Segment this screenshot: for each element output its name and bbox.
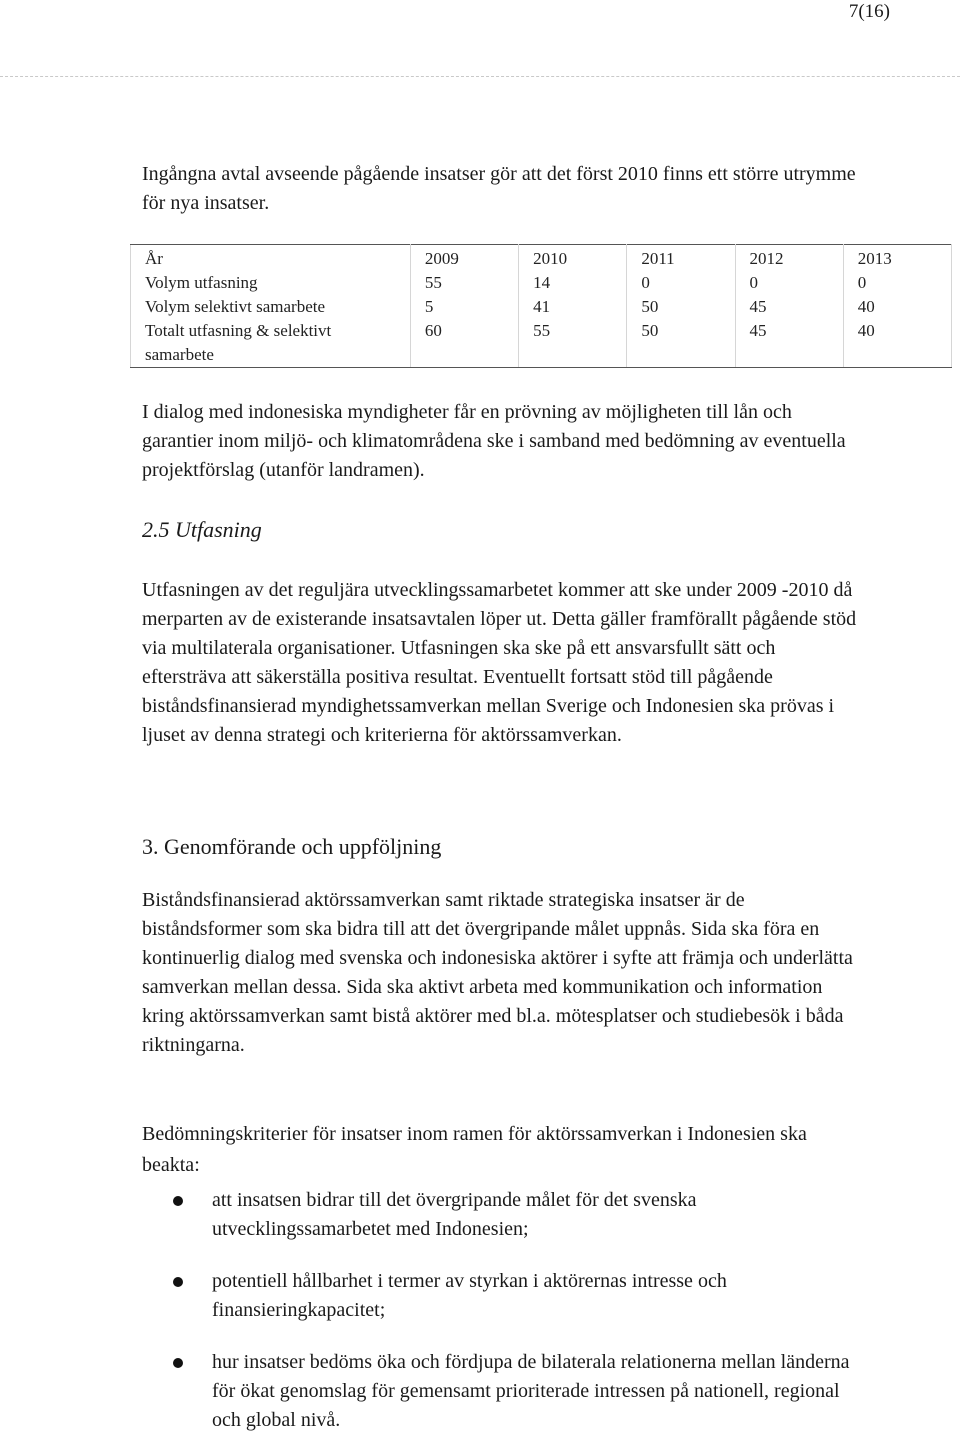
table-cell: 14 <box>519 271 627 295</box>
bullet-icon <box>173 1277 183 1287</box>
table-header-cell: 2011 <box>627 245 735 272</box>
list-item <box>142 1348 862 1435</box>
table-cell: 45 <box>735 295 843 319</box>
list-item-text: potentiell hållbarhet i termer av styrkan i aktörernas intresse och finansieringkapacitet; <box>212 1270 727 1321</box>
table-cell: 40 <box>843 319 951 368</box>
utfasning-paragraph: Utfasningen av det reguljära utvecklingssamarbetet kommer att ske under 2009 -2010 då merparten av de existerande insatsavtalen löper ut. Detta gäller framförallt pågående stöd via multilaterala organisationer. Utfasningen ska ske på ett ansvarsfullt sätt och eftersträva att säkerställa positiva resultat. Eventuellt fortsatt stöd till pågående biståndsfinansierad myndighetssamverkan mellan Sverige och Indonesien ska prövas i ljuset av denna strategi och kriterierna för aktörssamverkan. <box>142 579 857 746</box>
page-number: 7(16) <box>848 1 890 22</box>
table-cell: 60 <box>410 319 518 368</box>
table-cell: 0 <box>735 271 843 295</box>
table-cell: 45 <box>735 319 843 368</box>
table-cell: 40 <box>843 295 951 319</box>
table-header-cell: 2010 <box>519 245 627 272</box>
list-item <box>142 1186 862 1244</box>
criteria-list <box>142 1186 862 1435</box>
section-heading-genomforande <box>142 832 441 862</box>
section-title: Genomförande och uppföljning <box>164 834 442 859</box>
table-cell: 55 <box>410 271 518 295</box>
volume-table <box>130 244 952 368</box>
table-header-label: År <box>131 245 411 272</box>
section-number: 2.5 <box>142 517 170 542</box>
table-cell: 0 <box>843 271 951 295</box>
list-item <box>142 1267 862 1325</box>
table-cell: 5 <box>410 295 518 319</box>
list-item-text: hur insatser bedöms öka och fördjupa de bilaterala relationerna mellan länderna för ökat genomslag för gemensamt prioriterade intressen på nationell, regional och global nivå. <box>212 1351 850 1431</box>
criteria-intro: Bedömningskriterier för insatser inom ramen för aktörssamverkan i Indonesien ska beakta: <box>142 1123 807 1176</box>
table-row <box>131 319 952 368</box>
table-row-label: Volym utfasning <box>131 271 411 295</box>
table-header-cell: 2009 <box>410 245 518 272</box>
bullet-icon <box>173 1196 183 1206</box>
table-header-row <box>131 245 952 272</box>
table-cell: 50 <box>627 295 735 319</box>
section-title: Utfasning <box>175 517 262 542</box>
table-row <box>131 295 952 319</box>
header-divider <box>0 76 960 77</box>
list-item-text: att insatsen bidrar till det övergripande målet för det svenska utvecklingssamarbetet med Indonesien; <box>212 1189 697 1240</box>
intro-paragraph: Ingångna avtal avseende pågående insatser gör att det först 2010 finns ett större utrymme för nya insatser. <box>142 163 856 214</box>
table-header-cell: 2012 <box>735 245 843 272</box>
table-row <box>131 271 952 295</box>
table-cell: 0 <box>627 271 735 295</box>
table-row-label: Volym selektivt samarbete <box>131 295 411 319</box>
dialog-paragraph: I dialog med indonesiska myndigheter får en prövning av möjligheten till lån och garantier inom miljö- och klimatområdena ske i samband med bedömning av eventuella projektförslag (utanför landramen). <box>142 401 846 481</box>
section-number: 3. <box>142 834 159 859</box>
table-header-cell: 2013 <box>843 245 951 272</box>
bullet-icon <box>173 1358 183 1368</box>
table-cell: 41 <box>519 295 627 319</box>
table-row-label: Totalt utfasning & selektivt samarbete <box>131 319 411 368</box>
section-heading-utfasning <box>142 515 262 545</box>
table-cell: 55 <box>519 319 627 368</box>
table-cell: 50 <box>627 319 735 368</box>
genomforande-paragraph: Biståndsfinansierad aktörssamverkan samt riktade strategiska insatser är de biståndsformer som ska bidra till att det övergripande målet uppnås. Sida ska föra en kontinuerlig dialog med svenska och indonesiska aktörer i syfte att främja och underlätta samverkan mellan dessa. Sida ska aktivt arbeta med kommunikation och information kring aktörssamverkan samt bistå aktörer med bl.a. mötesplatser och studiebesök i båda riktningarna. <box>142 889 853 1056</box>
